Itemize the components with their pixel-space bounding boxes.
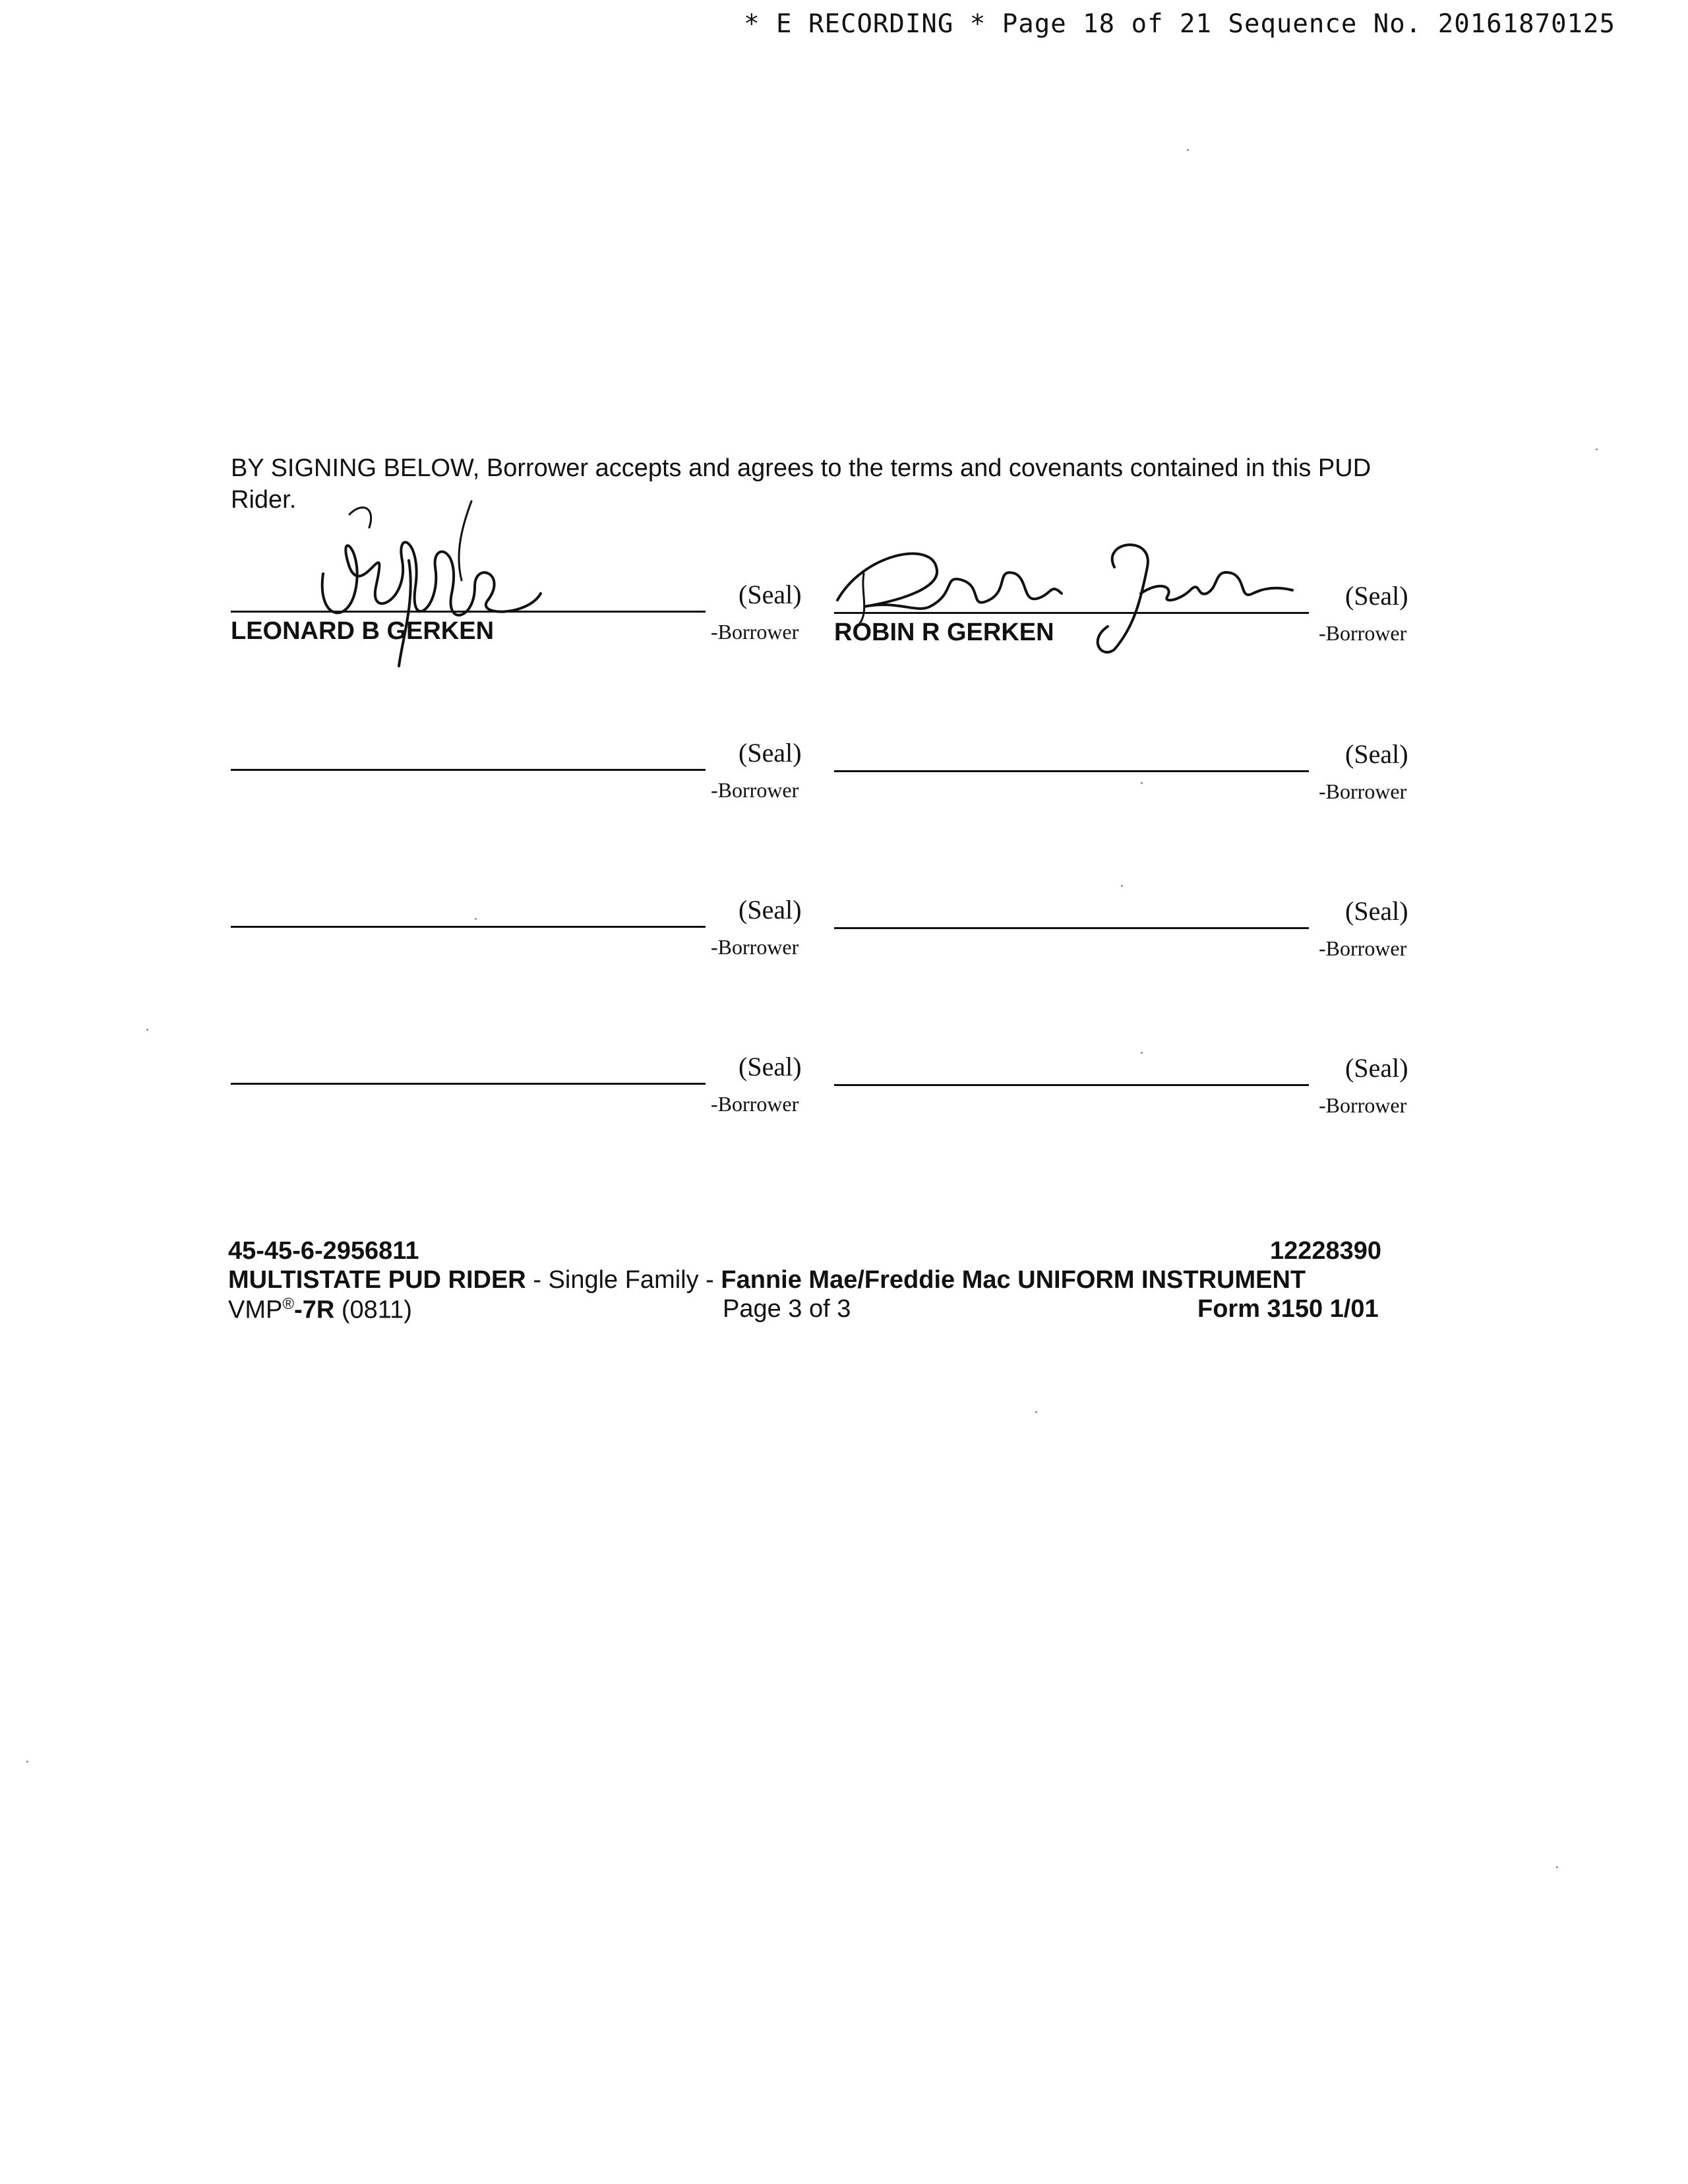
loan-number: 45-45-6-2956811	[228, 1237, 419, 1265]
registered-mark: ®	[282, 1295, 295, 1313]
signature-block-2	[834, 575, 1428, 654]
scan-speck	[26, 1761, 28, 1763]
borrower-role-label: -Borrower	[1319, 1093, 1407, 1117]
borrower-role-label: -Borrower	[711, 1092, 799, 1116]
signature-block-4	[834, 733, 1428, 812]
seal-label: (Seal)	[1345, 739, 1408, 769]
signature-block-3	[231, 732, 824, 811]
signature-line	[834, 1084, 1309, 1086]
signing-statement	[231, 452, 1404, 516]
vmp-form-code	[228, 1295, 412, 1325]
form-title-mid: - Single Family -	[526, 1266, 721, 1294]
recording-stamp: * E RECORDING * Page 18 of 21 Sequence No. 20161870125	[744, 9, 1615, 39]
seal-label: (Seal)	[738, 895, 802, 925]
signature-block-1	[231, 574, 824, 653]
borrower-name-leonard: LEONARD B GERKEN	[231, 617, 495, 645]
vmp-prefix: VMP	[228, 1296, 283, 1324]
scan-speck	[1141, 1052, 1143, 1054]
signature-line	[231, 769, 706, 771]
borrower-role-label: -Borrower	[1319, 936, 1407, 960]
reference-number: 12228390	[1270, 1237, 1382, 1265]
borrower-role-label: -Borrower	[1319, 621, 1407, 645]
signature-block-6	[834, 890, 1428, 969]
signature-block-8	[834, 1047, 1428, 1126]
scan-speck	[146, 1029, 148, 1031]
borrower-role-label: -Borrower	[711, 620, 799, 644]
scan-speck	[1596, 448, 1598, 450]
borrower-role-label: -Borrower	[1319, 779, 1407, 803]
signature-line	[834, 770, 1309, 772]
signature-line	[834, 612, 1309, 614]
seal-label: (Seal)	[1345, 581, 1408, 611]
scan-speck	[1141, 782, 1143, 784]
seal-label: (Seal)	[738, 1052, 802, 1081]
form-number: Form 3150 1/01	[1197, 1295, 1379, 1323]
seal-label: (Seal)	[738, 738, 802, 768]
scan-speck	[1556, 1866, 1558, 1868]
signature-line	[834, 927, 1309, 929]
scan-speck	[1187, 149, 1189, 151]
vmp-code: -7R	[294, 1296, 335, 1324]
statement-text: Borrower accepts and agrees to the terms and covenants contained in this PUD Rider.	[231, 454, 1372, 514]
scan-speck	[1035, 1411, 1037, 1413]
seal-label: (Seal)	[1345, 1053, 1408, 1083]
signature-block-7	[231, 1046, 824, 1125]
form-title	[228, 1266, 1306, 1294]
page-indicator: Page 3 of 3	[723, 1295, 851, 1323]
form-title-end: Fannie Mae/Freddie Mac UNIFORM INSTRUMENT	[721, 1266, 1306, 1294]
vmp-suffix: (0811)	[334, 1296, 412, 1324]
statement-lead: BY SIGNING BELOW,	[231, 454, 480, 482]
borrower-name-robin: ROBIN R GERKEN	[834, 619, 1054, 646]
seal-label: (Seal)	[738, 580, 802, 609]
borrower-role-label: -Borrower	[711, 935, 799, 959]
scan-speck	[1121, 885, 1123, 887]
seal-label: (Seal)	[1345, 896, 1408, 926]
form-title-bold: MULTISTATE PUD RIDER	[228, 1266, 526, 1294]
borrower-role-label: -Borrower	[711, 778, 799, 802]
signature-line	[231, 1083, 706, 1085]
signature-line	[231, 926, 706, 928]
scan-speck	[475, 918, 477, 920]
signature-line	[231, 611, 706, 613]
signature-block-5	[231, 889, 824, 968]
